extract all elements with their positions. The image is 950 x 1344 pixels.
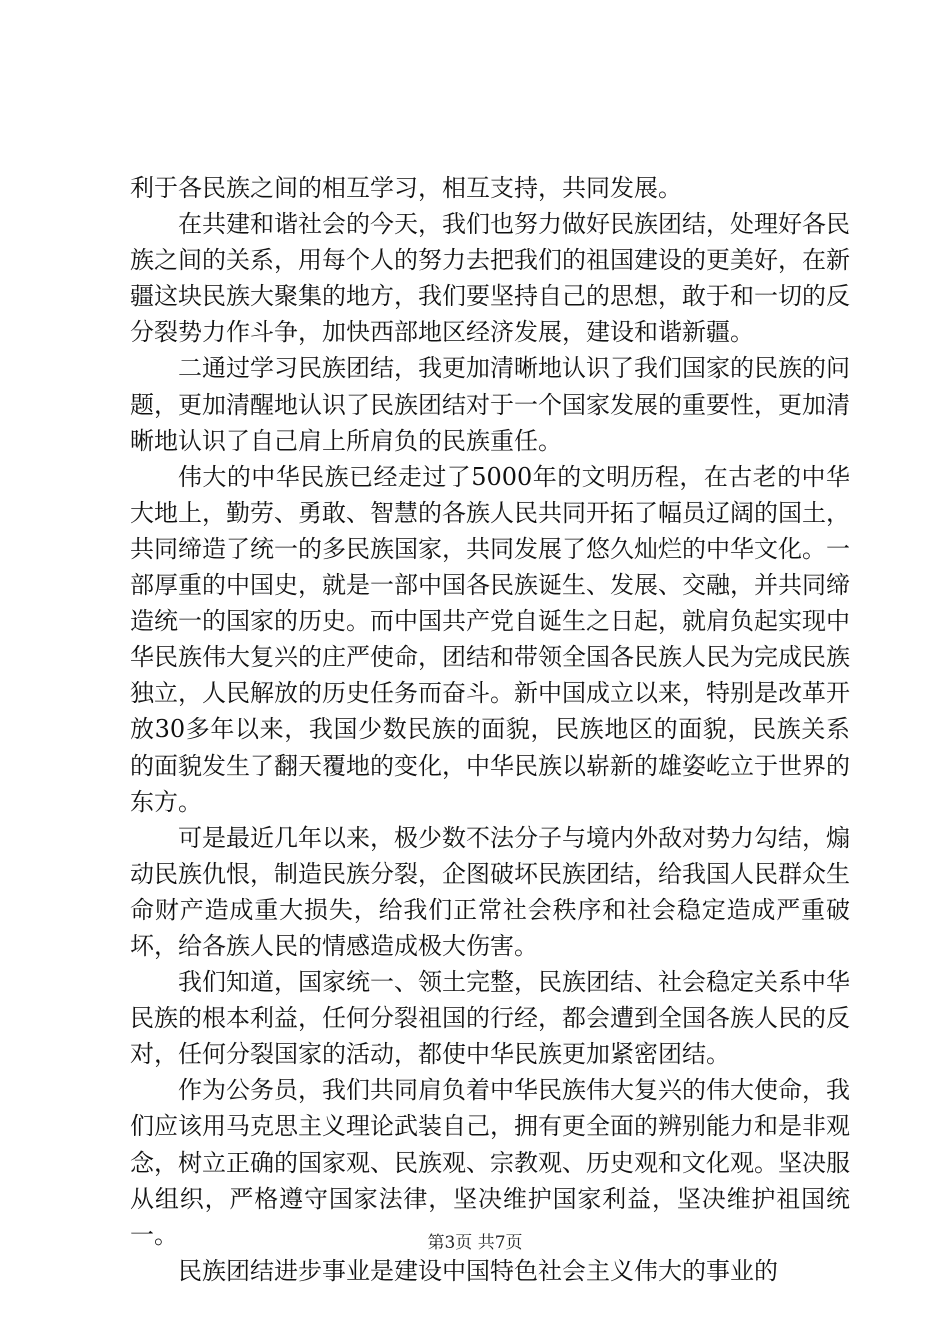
paragraph: 民族团结进步事业是建设中国特色社会主义伟大的事业的	[178, 1256, 778, 1285]
paragraph-continued: 利于各民族之间的相互学习，相互支持，共同发展。	[130, 174, 682, 202]
document-body	[130, 170, 850, 1289]
paragraph: 作为公务员，我们共同肩负着中华民族伟大复兴的伟大使命，我们应该用马克思主义理论武装自己，拥有更全面的辨别能力和是非观念，树立正确的国家观、民族观、宗教观、历史观和文化观。坚决服从组织，严格遵守国家法律，坚决维护国家利益，坚决维护祖国统一。	[130, 1076, 850, 1249]
page-number-footer: 第3页 共7页	[427, 1233, 523, 1253]
paragraph: 在共建和谐社会的今天，我们也努力做好民族团结，处理好各民族之间的关系，用每个人的努力去把我们的祖国建设的更美好，在新疆这块民族大聚集的地方，我们要坚持自己的思想，敢于和一切的反分裂势力作斗争，加快西部地区经济发展，建设和谐新疆。	[130, 210, 850, 347]
paragraph: 二通过学习民族团结，我更加清晰地认识了我们国家的民族的问题，更加清醒地认识了民族团结对于一个国家发展的重要性，更加清晰地认识了自己肩上所肩负的民族重任。	[130, 354, 850, 455]
paragraph: 可是最近几年以来，极少数不法分子与境内外敌对势力勾结，煽动民族仇恨，制造民族分裂，企图破坏民族团结，给我国人民群众生命财产造成重大损失，给我们正常社会秩序和社会稳定造成严重破坏，给各族人民的情感造成极大伤害。	[130, 823, 850, 960]
paragraph: 伟大的中华民族已经走过了5000年的文明历程，在古老的中华大地上，勤劳、勇敢、智慧的各族人民共同开拓了幅员辽阔的国土，共同缔造了统一的多民族国家，共同发展了悠久灿烂的中华文化。一部厚重的中国史，就是一部中国各民族诞生、发展、交融，并共同缔造统一的国家的历史。而中国共产党自诞生之日起，就肩负起实现中华民族伟大复兴的庄严使命，团结和带领全国各民族人民为完成民族独立，人民解放的历史任务而奋斗。新中国成立以来，特别是改革开放30多年以来，我国少数民族的面貌，民族地区的面貌，民族关系的面貌发生了翻天覆地的变化，中华民族以崭新的雄姿屹立于世界的东方。	[130, 462, 850, 816]
paragraph: 我们知道，国家统一、领土完整，民族团结、社会稳定关系中华民族的根本利益，任何分裂祖国的行经，都会遭到全国各族人民的反对，任何分裂国家的活动，都使中华民族更加紧密团结。	[130, 968, 850, 1069]
